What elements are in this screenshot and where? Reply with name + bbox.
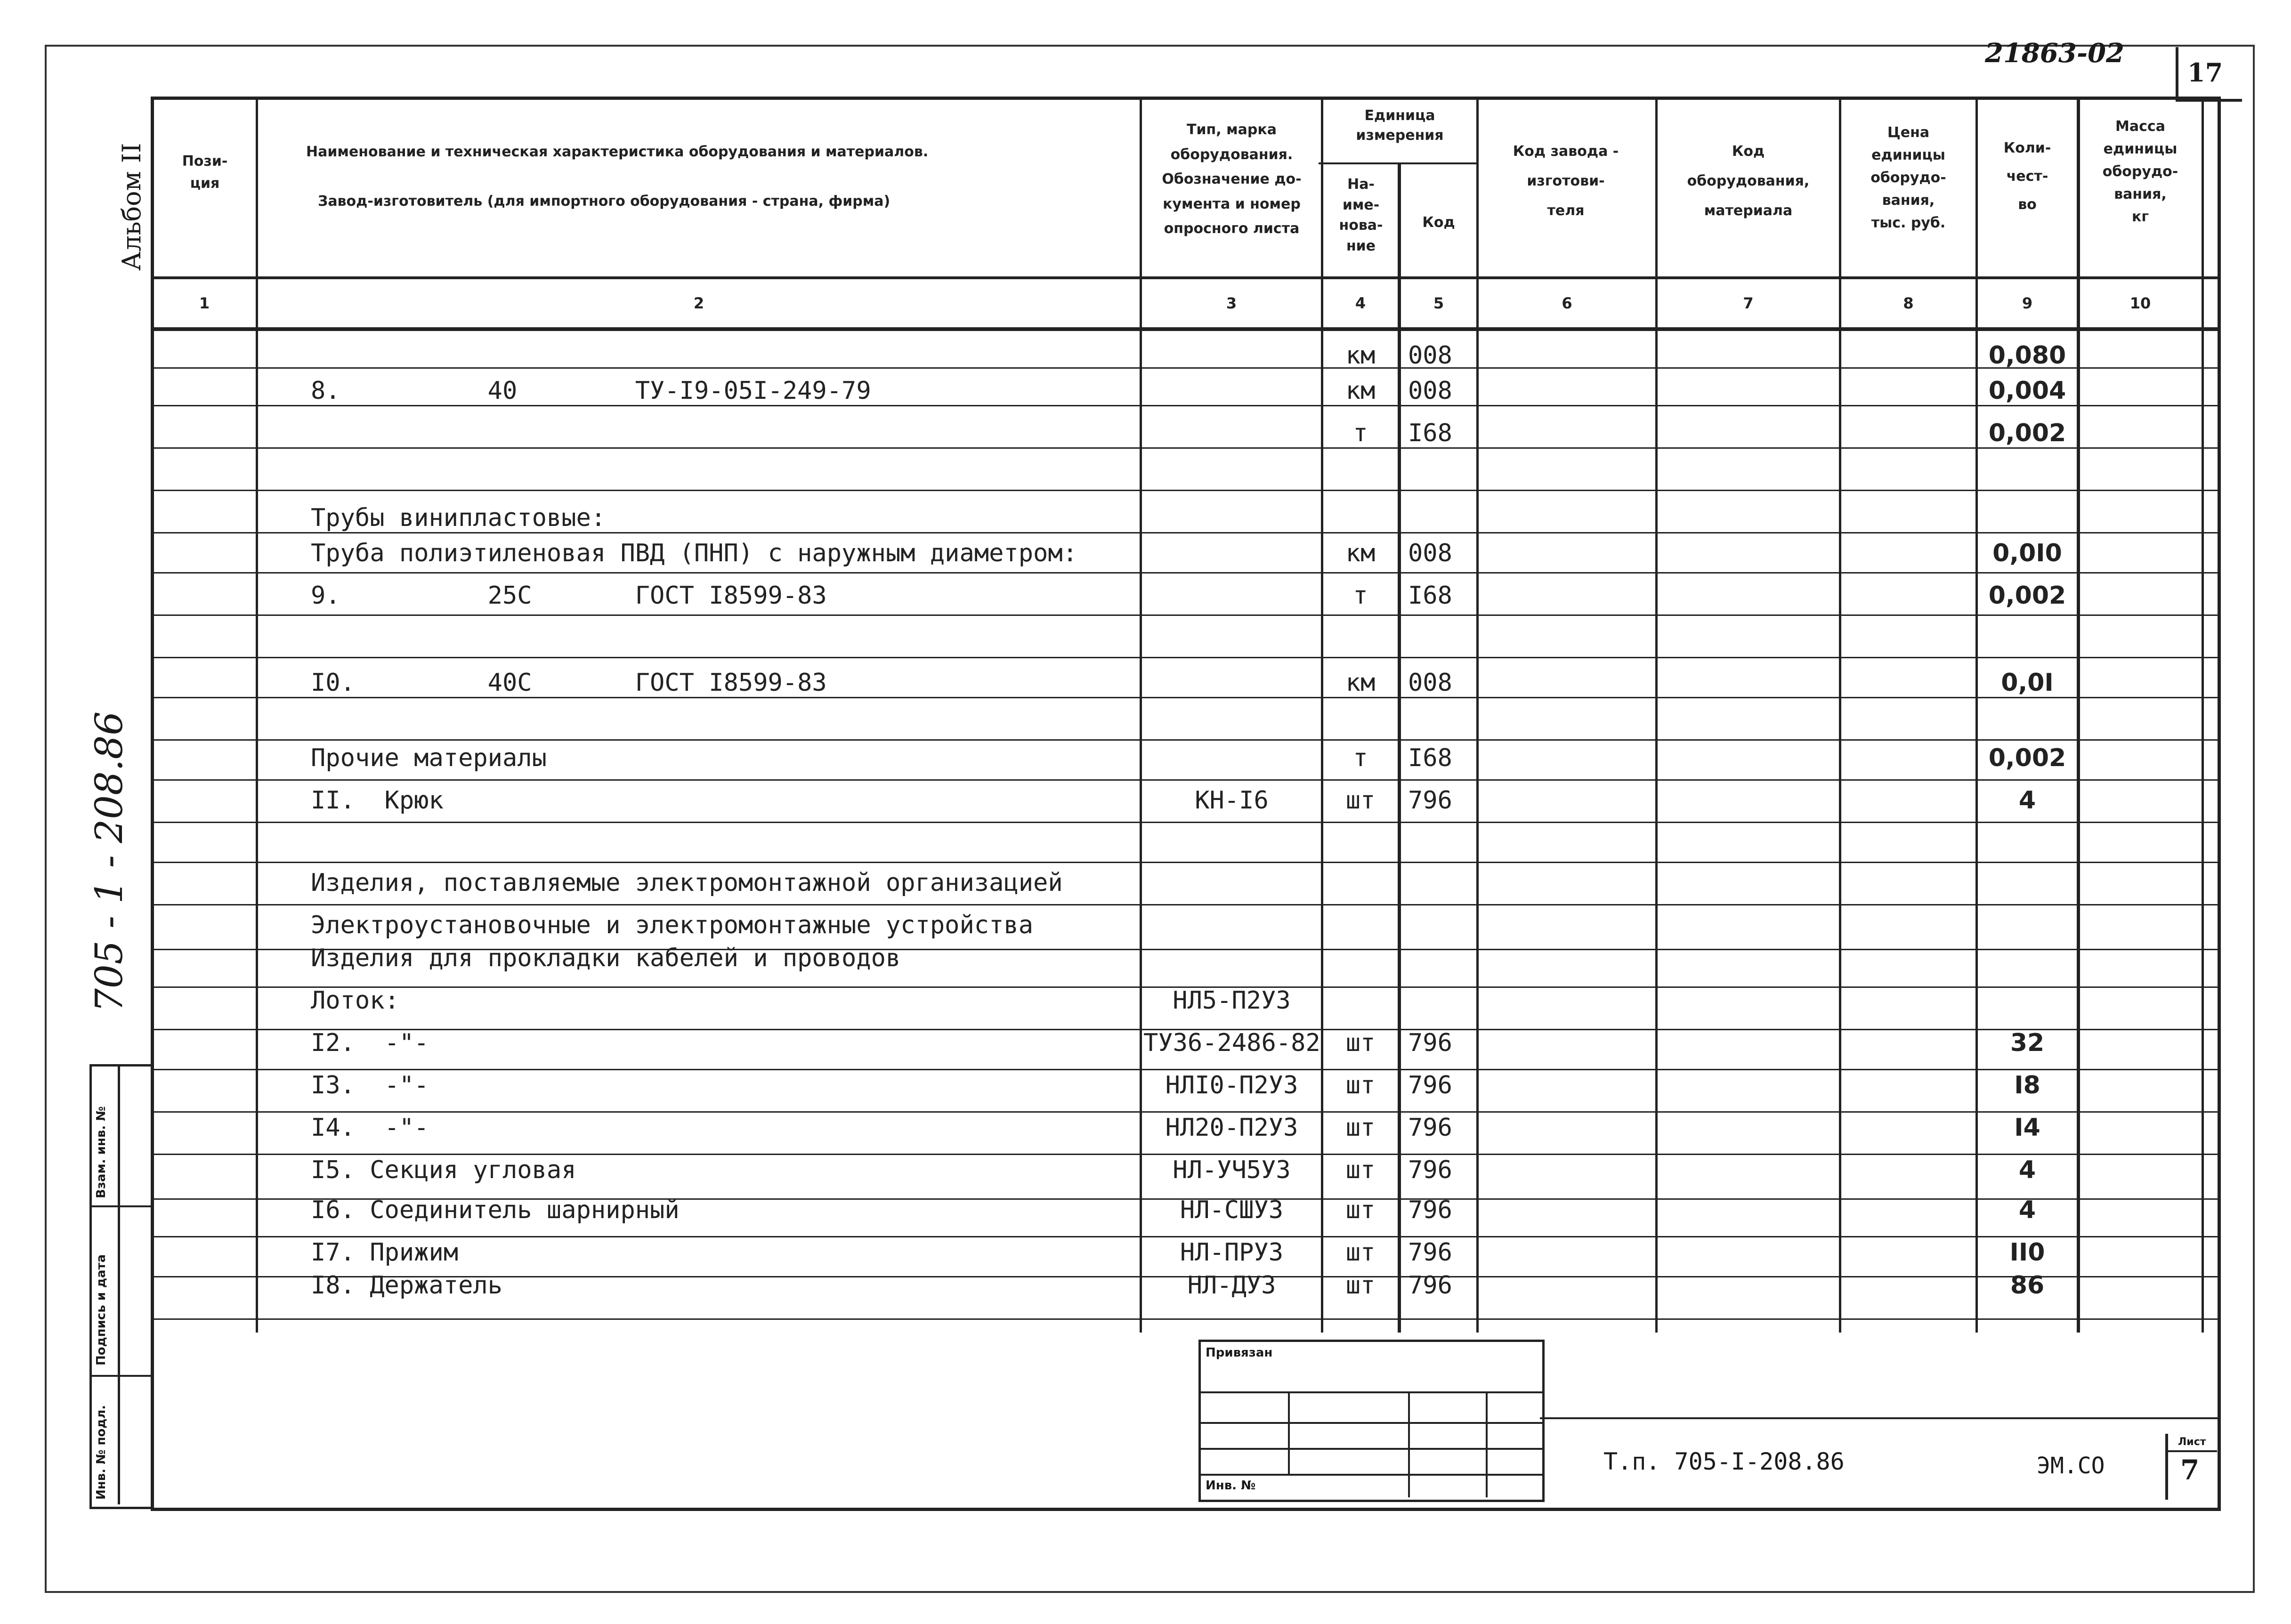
row-separator bbox=[151, 739, 2218, 741]
col-line-4 bbox=[1398, 162, 1401, 1333]
row-description: Труба полиэтиленовая ПВД (ПНП) с наружным диаметром: bbox=[311, 539, 1077, 567]
row-unit-code: I68 bbox=[1408, 744, 1452, 772]
row-quantity: 0,004 bbox=[1988, 377, 2066, 405]
row-unit-code: 796 bbox=[1408, 1156, 1452, 1184]
row-type: НЛ-УЧ5У3 bbox=[1173, 1156, 1291, 1184]
row-separator bbox=[151, 614, 2218, 616]
row-unit-code: 008 bbox=[1408, 669, 1452, 697]
row-description: 8. 40 ТУ-I9-05I-249-79 bbox=[311, 377, 871, 405]
privyazan-box bbox=[1198, 1340, 1545, 1502]
row-type: КН-I6 bbox=[1195, 786, 1269, 815]
handwritten-project-number: 705 - 1 - 208.86 bbox=[87, 711, 131, 1012]
row-description: I2. -"- bbox=[311, 1029, 429, 1057]
colnum-5: 5 bbox=[1433, 294, 1444, 312]
album-label: Альбом II bbox=[117, 143, 146, 271]
top-page-number: 17 bbox=[2187, 57, 2223, 88]
row-unit-code: 796 bbox=[1408, 1238, 1452, 1267]
stamp-inv-zam: Взам. инв. № bbox=[94, 1106, 108, 1198]
row-separator bbox=[151, 490, 2218, 491]
row-description: I0. 40С ГОСТ I8599-83 bbox=[311, 669, 827, 697]
row-description: Прочие материалы bbox=[311, 744, 547, 772]
sheet-label: Лист bbox=[2178, 1436, 2206, 1448]
row-unit-name: шт bbox=[1345, 1271, 1376, 1300]
row-unit-name: км bbox=[1345, 669, 1376, 697]
row-quantity: II0 bbox=[2009, 1238, 2045, 1267]
colnum-3: 3 bbox=[1226, 294, 1237, 312]
row-description: I5. Секция угловая bbox=[311, 1156, 576, 1184]
row-unit-code: 796 bbox=[1408, 1196, 1452, 1224]
colnum-6: 6 bbox=[1562, 294, 1572, 312]
row-quantity: 0,0I bbox=[2001, 669, 2054, 697]
row-quantity: 0,002 bbox=[1988, 744, 2066, 772]
row-quantity: 4 bbox=[2018, 1196, 2036, 1224]
row-description: Изделия для прокладки кабелей и проводов bbox=[311, 944, 901, 972]
row-unit-name: шт bbox=[1345, 1156, 1376, 1184]
document-reference: Т.п. 705-I-208.86 bbox=[1603, 1448, 1845, 1475]
row-unit-name: шт bbox=[1345, 786, 1376, 815]
col-line-10 bbox=[2202, 97, 2204, 1333]
col-line-7 bbox=[1839, 97, 1841, 1333]
row-description: Трубы винипластовые: bbox=[311, 504, 606, 532]
header-unit-price: Цена единицы оборудо- вания, тыс. руб. bbox=[1870, 124, 1946, 231]
row-description: 9. 25С ГОСТ I8599-83 bbox=[311, 582, 827, 610]
inv-no-label: Инв. № bbox=[1206, 1479, 1256, 1493]
row-type: ТУ36-2486-82 bbox=[1143, 1029, 1320, 1057]
header-unit-name: На- име- нова- ние bbox=[1339, 176, 1383, 254]
row-description: I4. -"- bbox=[311, 1114, 429, 1142]
row-separator bbox=[151, 1318, 2218, 1320]
row-description: I8. Держатель bbox=[311, 1271, 502, 1300]
corner-handwritten-code: 21863-02 bbox=[1985, 38, 2124, 69]
row-unit-code: 796 bbox=[1408, 1114, 1452, 1142]
row-separator bbox=[151, 1111, 2218, 1113]
row-quantity: 0,002 bbox=[1988, 419, 2066, 447]
row-separator bbox=[151, 447, 2218, 449]
header-maker-code: Код завода - изготови- теля bbox=[1513, 143, 1619, 219]
row-unit-code: I68 bbox=[1408, 582, 1452, 610]
header-bottom-line bbox=[151, 276, 2218, 279]
colnum-10: 10 bbox=[2129, 294, 2151, 312]
col-line-1 bbox=[256, 97, 258, 1333]
row-separator bbox=[151, 904, 2218, 905]
row-unit-code: 008 bbox=[1408, 539, 1452, 567]
row-separator bbox=[151, 862, 2218, 863]
header-position: Пози- ция bbox=[182, 153, 228, 192]
header-unit-code: Код bbox=[1422, 214, 1455, 231]
row-quantity: 0,0I0 bbox=[1992, 539, 2062, 567]
row-unit-code: 796 bbox=[1408, 786, 1452, 815]
row-separator bbox=[151, 532, 2218, 533]
row-unit-code: 796 bbox=[1408, 1029, 1452, 1057]
row-separator bbox=[151, 405, 2218, 406]
row-unit-code: 796 bbox=[1408, 1071, 1452, 1099]
row-unit-name: км bbox=[1345, 377, 1376, 405]
row-description: I3. -"- bbox=[311, 1071, 429, 1099]
row-separator bbox=[151, 822, 2218, 823]
row-separator bbox=[151, 1236, 2218, 1237]
colnum-9: 9 bbox=[2022, 294, 2033, 312]
row-unit-code: 008 bbox=[1408, 377, 1452, 405]
row-description: Лоток: bbox=[311, 986, 399, 1015]
row-quantity: I8 bbox=[2014, 1071, 2040, 1099]
header-quantity: Коли- чест- во bbox=[2003, 140, 2051, 213]
row-description: II. Крюк bbox=[311, 786, 444, 815]
row-unit-name: шт bbox=[1345, 1029, 1376, 1057]
title-block-line bbox=[1540, 1417, 2218, 1419]
colnum-4: 4 bbox=[1355, 294, 1366, 312]
colnum-8: 8 bbox=[1903, 294, 1914, 312]
col-line-3 bbox=[1321, 97, 1323, 1333]
col-line-2 bbox=[1140, 97, 1142, 1333]
form-code: ЭМ.СО bbox=[2037, 1453, 2105, 1479]
header-mass: Масса единицы оборудо- вания, кг bbox=[2102, 118, 2178, 225]
row-separator bbox=[151, 572, 2218, 574]
row-quantity: 32 bbox=[2010, 1029, 2045, 1057]
row-quantity: I4 bbox=[2014, 1114, 2040, 1142]
row-quantity: 0,080 bbox=[1988, 341, 2066, 370]
col-line-8 bbox=[1975, 97, 1978, 1333]
row-description: Изделия, поставляемые электромонтажной организацией bbox=[311, 869, 1063, 897]
stamp-sign-date: Подпись и дата bbox=[94, 1254, 108, 1365]
row-unit-name: шт bbox=[1345, 1071, 1376, 1099]
header-unit-group: Единица измерения bbox=[1356, 107, 1444, 144]
header-name-line1: Наименование и техническая характеристика оборудования и материалов. bbox=[306, 144, 929, 160]
sheet-number: 7 bbox=[2180, 1454, 2200, 1486]
col-line-6 bbox=[1655, 97, 1658, 1333]
row-unit-name: т bbox=[1353, 744, 1368, 772]
row-separator bbox=[151, 779, 2218, 781]
header-name-line2: Завод-изготовитель (для импортного оборудования - страна, фирма) bbox=[318, 193, 890, 210]
row-quantity: 86 bbox=[2010, 1271, 2045, 1300]
colnum-2: 2 bbox=[693, 294, 704, 312]
row-type: НЛ-ДУ3 bbox=[1187, 1271, 1276, 1300]
row-separator bbox=[151, 697, 2218, 698]
row-unit-code: 796 bbox=[1408, 1271, 1452, 1300]
colnum-1: 1 bbox=[199, 294, 210, 312]
row-unit-name: т bbox=[1353, 419, 1368, 447]
row-unit-name: шт bbox=[1345, 1196, 1376, 1224]
row-separator bbox=[151, 330, 2218, 331]
row-unit-name: т bbox=[1353, 582, 1368, 610]
col-line-5 bbox=[1476, 97, 1479, 1333]
header-type: Тип, марка оборудования. Обозначение до- кумента и номер опросного листа bbox=[1162, 121, 1302, 237]
row-quantity: 4 bbox=[2018, 1156, 2036, 1184]
row-type: НЛ5-П2У3 bbox=[1173, 986, 1291, 1015]
row-type: НЛI0-П2У3 bbox=[1165, 1071, 1298, 1099]
row-description: Электроустановочные и электромонтажные устройства bbox=[311, 911, 1034, 939]
row-unit-code: 008 bbox=[1408, 341, 1452, 370]
colnum-7: 7 bbox=[1743, 294, 1754, 312]
row-quantity: 4 bbox=[2018, 786, 2036, 815]
row-unit-code: I68 bbox=[1408, 419, 1452, 447]
stamp-inv-podl: Инв. № подл. bbox=[94, 1405, 108, 1500]
row-description: I6. Соединитель шарнирный bbox=[311, 1196, 680, 1224]
row-separator bbox=[151, 1154, 2218, 1155]
row-unit-name: шт bbox=[1345, 1238, 1376, 1267]
row-separator bbox=[151, 657, 2218, 658]
col-line-9 bbox=[2077, 97, 2080, 1333]
privyazan-label: Привязан bbox=[1206, 1346, 1273, 1360]
row-unit-name: км bbox=[1345, 539, 1376, 567]
row-type: НЛ-СШУ3 bbox=[1180, 1196, 1284, 1224]
row-type: НЛ20-П2У3 bbox=[1165, 1114, 1298, 1142]
header-equipment-code: Код оборудования, материала bbox=[1687, 143, 1810, 219]
row-quantity: 0,002 bbox=[1988, 582, 2066, 610]
row-description: I7. Прижим bbox=[311, 1238, 459, 1267]
row-separator bbox=[151, 1069, 2218, 1070]
row-separator bbox=[151, 367, 2218, 369]
row-unit-name: шт bbox=[1345, 1114, 1376, 1142]
row-type: НЛ-ПРУ3 bbox=[1180, 1238, 1284, 1267]
row-unit-name: км bbox=[1345, 341, 1376, 370]
